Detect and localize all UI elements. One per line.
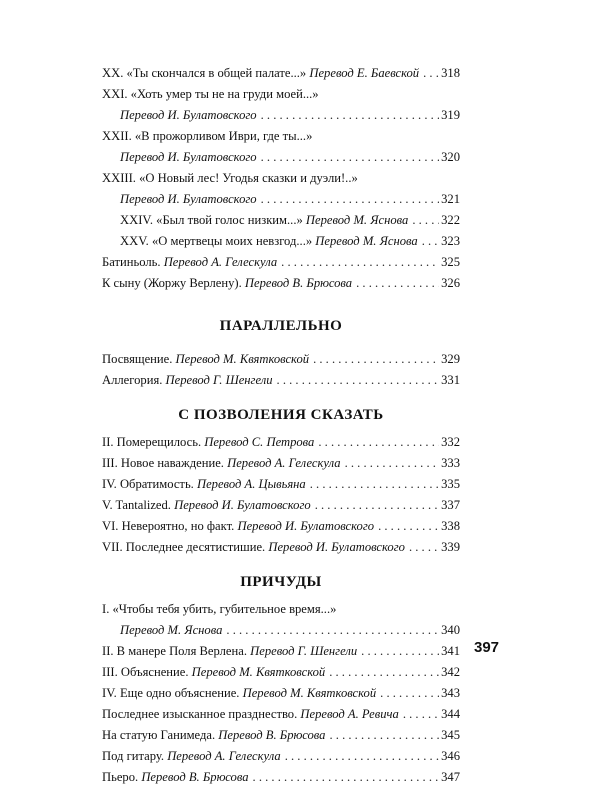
entry-title: XXI. «Хоть умер ты не на груди моей...» — [102, 87, 319, 101]
entry-title: Под гитару. — [102, 749, 168, 763]
toc-entry — [102, 495, 460, 516]
entry-title: II. В манере Поля Верлена. — [102, 644, 251, 658]
toc-entry — [102, 767, 460, 788]
leader-dots — [261, 147, 440, 168]
leader-dots — [315, 495, 439, 516]
entry-translator: Перевод А. Ревича — [300, 707, 399, 721]
toc-entry — [102, 63, 460, 84]
entry-title: IV. Еще одно объяснение. — [102, 686, 243, 700]
section-heading-pozvoleniya: С ПОЗВОЛЕНИЯ СКАЗАТЬ — [178, 407, 384, 423]
entry-translator: Перевод И. Булатовского — [120, 108, 257, 122]
entry-title: XXV. «О мертвецы моих невзгод...» — [120, 234, 316, 248]
entry-page: 323 — [441, 234, 460, 248]
leader-dots — [356, 273, 439, 294]
entry-page: 339 — [441, 540, 460, 554]
entry-translator: Перевод А. Гелескула — [227, 456, 341, 470]
entry-translator: Перевод М. Яснова — [120, 623, 223, 637]
toc-entry — [102, 662, 460, 683]
entry-title: VI. Невероятно, но факт. — [102, 519, 238, 533]
entry-title: XXIII. «О Новый лес! Угодья сказки и дуэли!..» — [102, 171, 358, 185]
entry-translator: Перевод Г. Шенгели — [250, 644, 358, 658]
toc-entry — [102, 683, 460, 704]
entry-page: 340 — [441, 623, 460, 637]
leader-dots — [422, 231, 439, 252]
leader-dots — [345, 453, 440, 474]
toc-entry — [102, 746, 460, 767]
entry-page: 321 — [441, 192, 460, 206]
entry-translator: Перевод М. Квятковской — [242, 686, 377, 700]
toc-entry — [102, 231, 460, 252]
entry-title: XX. «Ты скончался в общей палате...» — [102, 66, 310, 80]
entry-translator: Перевод М. Квятковской — [175, 352, 310, 366]
entry-page: 341 — [441, 644, 460, 658]
entry-title: VII. Последнее десятистишие. — [102, 540, 269, 554]
entry-translator: Перевод И. Булатовского — [174, 498, 311, 512]
section-heading-parallel: ПАРАЛЛЕЛЬНО — [219, 318, 343, 334]
entry-page: 319 — [441, 108, 460, 122]
toc-entry — [102, 537, 460, 558]
entry-page: 318 — [441, 66, 460, 80]
leader-dots — [380, 683, 439, 704]
entry-page: 345 — [441, 728, 460, 742]
entry-translator: Перевод С. Петрова — [204, 435, 315, 449]
toc-entry — [102, 273, 460, 294]
entry-translator: Перевод М. Яснова — [315, 234, 418, 248]
entry-page: 322 — [441, 213, 460, 227]
entry-title: III. Новое наваждение. — [102, 456, 228, 470]
table-of-contents — [102, 63, 460, 788]
entry-page: 335 — [441, 477, 460, 491]
leader-dots — [412, 210, 439, 231]
entry-title: I. «Чтобы тебя убить, губительное время...» — [102, 602, 337, 616]
toc-entry — [102, 453, 460, 474]
entry-page: 344 — [441, 707, 460, 721]
entry-title: V. Tantalized. — [102, 498, 175, 512]
toc-entry — [102, 210, 460, 231]
toc-entry — [102, 516, 460, 537]
entry-page: 338 — [441, 519, 460, 533]
page-number: 397 — [474, 639, 500, 656]
entry-translator: Перевод И. Булатовского — [120, 192, 257, 206]
leader-dots — [313, 349, 439, 370]
entry-page: 343 — [441, 686, 460, 700]
toc-entry — [102, 432, 460, 453]
entry-translator: Перевод А. Гелескула — [163, 255, 278, 269]
entry-page: 333 — [441, 456, 460, 470]
toc-entry-cont — [102, 620, 460, 641]
leader-dots — [318, 432, 439, 453]
entry-translator: Перевод М. Квятковской — [191, 665, 326, 679]
entry-title: III. Объяснение. — [102, 665, 192, 679]
entry-title: XXIV. «Был твой голос низким...» — [120, 213, 306, 227]
entry-page: 325 — [441, 255, 460, 269]
toc-entry-cont — [102, 189, 460, 210]
leader-dots — [310, 474, 439, 495]
toc-entry — [102, 474, 460, 495]
entry-title: IV. Обратимость. — [102, 477, 197, 491]
entry-title: II. Померещилось. — [102, 435, 205, 449]
leader-dots — [423, 63, 439, 84]
leader-dots — [253, 767, 440, 788]
entry-page: 320 — [441, 150, 460, 164]
entry-title: Пьеро. — [102, 770, 142, 784]
entry-translator: Перевод В. Брюсова — [218, 728, 326, 742]
toc-entry — [102, 725, 460, 746]
toc-entry — [102, 349, 460, 370]
leader-dots — [277, 370, 440, 391]
toc-entry — [102, 641, 460, 662]
leader-dots — [378, 516, 439, 537]
entry-title: Посвящение. — [102, 352, 176, 366]
toc-entry-cont — [102, 105, 460, 126]
section-heading-prichudy: ПРИЧУДЫ — [240, 574, 322, 590]
entry-title: XXII. «В прожорливом Иври, где ты...» — [102, 129, 313, 143]
leader-dots — [409, 537, 439, 558]
toc-entry-head — [102, 126, 460, 147]
entry-title: Аллегория. — [102, 373, 166, 387]
entry-page: 342 — [441, 665, 460, 679]
entry-translator: Перевод В. Брюсова — [141, 770, 249, 784]
entry-page: 337 — [441, 498, 460, 512]
toc-entry-head — [102, 84, 460, 105]
entry-translator: Перевод И. Булатовского — [237, 519, 375, 533]
leader-dots — [261, 189, 440, 210]
toc-entry — [102, 252, 460, 273]
entry-translator: Перевод А. Гелескула — [167, 749, 281, 763]
entry-page: 326 — [441, 276, 460, 290]
toc-entry-head — [102, 168, 460, 189]
entry-title: Батиньоль. — [102, 255, 164, 269]
entry-title: На статую Ганимеда. — [102, 728, 219, 742]
entry-title: Последнее изысканное празднество. — [102, 707, 301, 721]
leader-dots — [361, 641, 439, 662]
entry-page: 346 — [441, 749, 460, 763]
entry-translator: Перевод И. Булатовского — [268, 540, 405, 554]
entry-translator: Перевод Г. Шенгели — [165, 373, 273, 387]
entry-page: 332 — [441, 435, 460, 449]
entry-title: К сыну (Жоржу Верлену). — [102, 276, 245, 290]
toc-entry-head — [102, 599, 460, 620]
entry-translator: Перевод В. Брюсова — [244, 276, 353, 290]
leader-dots — [281, 252, 439, 273]
toc-entry — [102, 704, 460, 725]
entry-page: 329 — [441, 352, 460, 366]
leader-dots — [329, 725, 439, 746]
entry-translator: Перевод А. Цывьяна — [196, 477, 306, 491]
entry-translator: Перевод И. Булатовского — [120, 150, 257, 164]
entry-page: 347 — [441, 770, 460, 784]
entry-translator: Перевод Е. Баевской — [309, 66, 420, 80]
leader-dots — [403, 704, 439, 725]
leader-dots — [226, 620, 439, 641]
leader-dots — [285, 746, 439, 767]
entry-page: 331 — [441, 373, 460, 387]
toc-entry-cont — [102, 147, 460, 168]
entry-translator: Перевод М. Яснова — [305, 213, 409, 227]
leader-dots — [261, 105, 440, 126]
toc-entry — [102, 370, 460, 391]
leader-dots — [329, 662, 439, 683]
